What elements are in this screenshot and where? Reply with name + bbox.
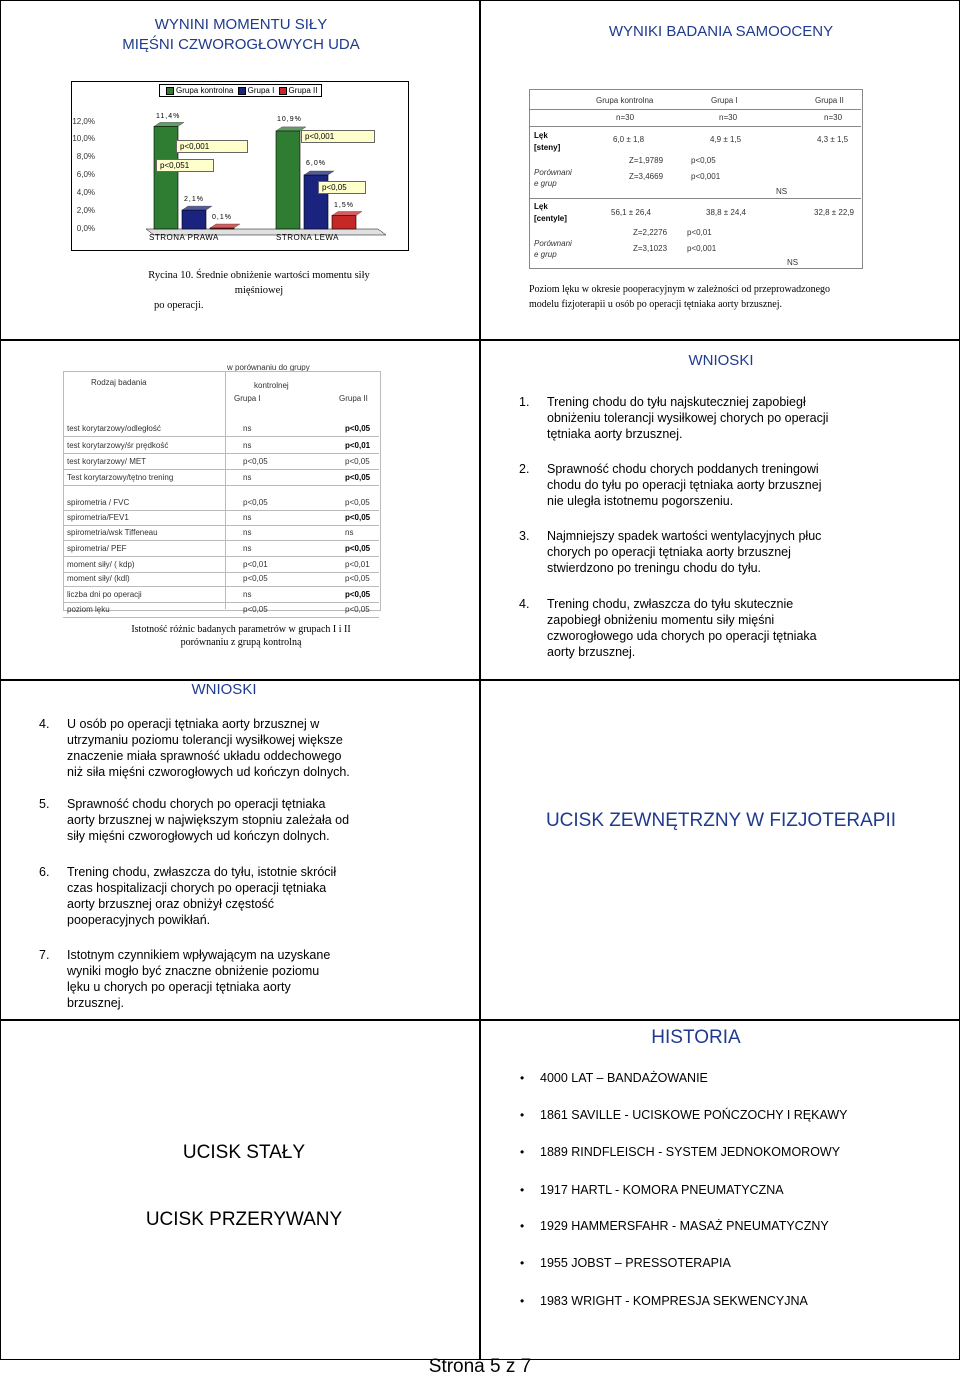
bar-label: 11,4% bbox=[156, 113, 181, 120]
col-header-group1: Grupa I bbox=[711, 96, 738, 105]
panel-compression-types bbox=[0, 1020, 480, 1360]
test-name-cell: test korytarzowy/ MET bbox=[67, 457, 147, 466]
row-label-line: Lęk bbox=[534, 202, 548, 211]
row-label-line: e grup bbox=[534, 250, 557, 259]
row-divider bbox=[63, 572, 379, 573]
page-footer: Strona 5 z 7 bbox=[428, 1356, 532, 1377]
table-caption-line2: modelu fizjoterapii u osób po operacji tętniaka aorty brzusznej. bbox=[529, 299, 782, 310]
table-mid-rule bbox=[529, 198, 861, 199]
annotation-pvalue: p<0,05 bbox=[318, 181, 366, 194]
conclusion-number: 3. bbox=[519, 529, 530, 543]
row-divider bbox=[63, 556, 379, 557]
conclusion-text bbox=[67, 947, 330, 1011]
conclusion-line: tętniaka aorty brzusznej. bbox=[547, 427, 683, 441]
group2-cell: p<0,05 bbox=[345, 424, 371, 433]
bar-label: 6,0% bbox=[306, 160, 326, 167]
conclusion-line: aorty brzusznej oraz obniżył częstość bbox=[67, 897, 275, 911]
group2-cell: p<0,01 bbox=[345, 560, 370, 569]
conclusion-number: 2. bbox=[519, 462, 530, 476]
bar bbox=[182, 210, 206, 229]
group2-cell: p<0,05 bbox=[345, 590, 371, 599]
figure-caption-line1: Rycina 10. Średnie obniżenie wartości momentu siły mięśniowej bbox=[148, 270, 370, 296]
legend-label-group2: Grupa II bbox=[288, 86, 318, 95]
legend-swatch-control bbox=[166, 87, 174, 95]
test-name-cell: spirometria/ PEF bbox=[67, 544, 127, 553]
conclusion-line: Trening chodu, zwłaszcza do tyłu skutecznie bbox=[547, 597, 794, 611]
value-cell: 6,0 ± 1,8 bbox=[613, 135, 645, 144]
conclusion-text bbox=[547, 596, 817, 660]
conclusion-line: Trening chodu do tyłu najskuteczniej zapobiegł bbox=[547, 395, 806, 409]
value-cell: 4,9 ± 1,5 bbox=[710, 135, 742, 144]
conclusion-line: znaczenie miała sprawność układu oddechowego bbox=[67, 749, 342, 763]
bullet-icon: • bbox=[520, 1183, 525, 1197]
test-name-cell: spirometria/FEV1 bbox=[67, 513, 129, 522]
conclusion-text bbox=[67, 796, 349, 844]
table-caption-line1: Poziom lęku w okresie pooperacyjnym w zależności od przeprowadzonego bbox=[529, 284, 831, 295]
stat-cell: p<0,001 bbox=[691, 172, 721, 181]
y-tick: 12,0% bbox=[72, 117, 95, 126]
conclusion-line: czworogłowego uda chorych po operacji tętniaka bbox=[547, 629, 817, 643]
history-text: 1955 JOBST – PRESSOTERAPIA bbox=[540, 1256, 731, 1270]
row-label-line: Porównani bbox=[534, 239, 572, 248]
group1-cell: ns bbox=[243, 590, 252, 599]
panel-conclusions-1 bbox=[480, 340, 960, 680]
stat-cell: Z=2,2276 bbox=[633, 228, 668, 237]
stat-cell: Z=1,9789 bbox=[629, 156, 664, 165]
row-divider bbox=[63, 469, 379, 470]
x-axis-label-left: STRONA LEWA bbox=[276, 233, 339, 242]
y-tick: 6,0% bbox=[76, 170, 95, 179]
conclusion-line: siły mięśni czworogłowych ud kończyn dolnych. bbox=[67, 829, 330, 843]
value-cell: 56,1 ± 26,4 bbox=[611, 208, 651, 217]
table-caption-line2: porównaniu z grupą kontrolną bbox=[180, 637, 302, 648]
bar-top bbox=[304, 171, 334, 175]
conclusion-line: Trening chodu, zwłaszcza do tyłu, istotnie skrócił bbox=[67, 865, 337, 879]
panel-title-line1: WYNINI MOMENTU SIŁY bbox=[154, 16, 328, 33]
header-compare-line1: w porównaniu do grupy bbox=[227, 363, 310, 372]
y-tick: 10,0% bbox=[72, 134, 95, 143]
history-text: 1929 HAMMERSFAHR - MASAŻ PNEUMATYCZNY bbox=[540, 1219, 829, 1233]
conclusion-line: Sprawność chodu chorych poddanych treningowi bbox=[547, 462, 819, 476]
conclusion-text bbox=[547, 461, 821, 509]
n-group2: n=30 bbox=[824, 113, 843, 122]
row-divider bbox=[63, 525, 379, 526]
conclusion-line: brzusznej. bbox=[67, 996, 124, 1010]
bullet-icon: • bbox=[520, 1256, 525, 1270]
row-label-line: Lęk bbox=[534, 131, 548, 140]
panel-title: HISTORIA bbox=[651, 1027, 741, 1048]
group2-cell: p<0,05 bbox=[345, 605, 370, 614]
bar bbox=[332, 216, 356, 230]
legend-swatch-group1 bbox=[238, 87, 246, 95]
table-n-rule bbox=[529, 126, 861, 127]
group1-cell: p<0,05 bbox=[243, 498, 268, 507]
value-cell: 4,3 ± 1,5 bbox=[817, 135, 849, 144]
conclusion-number: 5. bbox=[39, 797, 50, 811]
group1-cell: p<0,05 bbox=[243, 605, 268, 614]
panel-title: WNIOSKI bbox=[688, 352, 754, 369]
history-text: 1983 WRIGHT - KOMPRESJA SEKWENCYJNA bbox=[540, 1294, 808, 1308]
header-test-type: Rodzaj badania bbox=[91, 378, 147, 387]
test-name-cell: spirometria/wsk Tiffeneau bbox=[67, 528, 158, 537]
bar-top bbox=[332, 212, 362, 216]
y-tick: 8,0% bbox=[76, 152, 95, 161]
header-group1: Grupa I bbox=[234, 394, 261, 403]
history-text: 1889 RINDFLEISCH - SYSTEM JEDNOKOMOROWY bbox=[540, 1145, 841, 1159]
conclusion-text bbox=[67, 716, 350, 780]
panel-title: WNIOSKI bbox=[191, 681, 257, 698]
row-label-anxiety-centyle bbox=[534, 201, 567, 225]
bar bbox=[154, 126, 178, 229]
test-name-cell: moment siły/ (kdl) bbox=[67, 574, 130, 583]
group1-cell: p<0,01 bbox=[243, 560, 268, 569]
conclusion-line: chodu do tyłu po operacji tętniaka aorty brzusznej bbox=[547, 478, 822, 492]
bullet-icon: • bbox=[520, 1071, 525, 1085]
group2-cell: ns bbox=[345, 528, 354, 537]
bullet-icon: • bbox=[520, 1108, 525, 1122]
group1-cell: ns bbox=[243, 424, 252, 433]
group2-cell: p<0,05 bbox=[345, 457, 370, 466]
bar-label: 0,1% bbox=[212, 214, 232, 221]
panel-title-line2: MIĘŚNI CZWOROGŁOWYCH UDA bbox=[122, 36, 360, 53]
conclusion-number: 6. bbox=[39, 865, 50, 879]
header-group2: Grupa II bbox=[339, 394, 368, 403]
test-name-cell: test korytarzowy/odległość bbox=[67, 424, 161, 433]
section-title: UCISK ZEWNĘTRZNY W FIZJOTERAPII bbox=[545, 810, 897, 831]
compression-type-constant: UCISK STAŁY bbox=[182, 1142, 306, 1163]
table-header-rule bbox=[529, 109, 861, 110]
stat-cell: Z=3,1023 bbox=[633, 244, 668, 253]
conclusion-number: 4. bbox=[39, 717, 50, 731]
stat-cell: NS bbox=[776, 187, 788, 196]
bullet-icon: • bbox=[520, 1145, 525, 1159]
group2-cell: p<0,05 bbox=[345, 473, 371, 482]
bar-label: 2,1% bbox=[184, 196, 204, 203]
conclusion-line: obniżeniu tolerancji wysiłkowej chorych po operacji bbox=[547, 411, 829, 425]
history-text: 1861 SAVILLE - UCISKOWE POŃCZOCHY I RĘKAWY bbox=[540, 1108, 848, 1122]
group1-cell: ns bbox=[243, 513, 252, 522]
group2-cell: p<0,05 bbox=[345, 574, 370, 583]
table-caption bbox=[529, 282, 830, 312]
stat-cell: Z=3,4669 bbox=[629, 172, 664, 181]
group2-cell: p<0,05 bbox=[345, 513, 371, 522]
panel-external-compression bbox=[480, 680, 960, 1020]
conclusion-line: stwierdzono po treningu chodu do tyłu. bbox=[547, 561, 762, 575]
history-text: 4000 LAT – BANDAŻOWANIE bbox=[540, 1071, 708, 1085]
panel-self-assessment bbox=[480, 0, 960, 340]
row-divider bbox=[63, 485, 379, 486]
panel-significance-table bbox=[0, 340, 480, 680]
stat-cell: p<0,05 bbox=[691, 156, 716, 165]
group1-cell: p<0,05 bbox=[243, 574, 268, 583]
conclusion-line: U osób po operacji tętniaka aorty brzusznej w bbox=[67, 717, 320, 731]
y-tick: 0,0% bbox=[76, 224, 95, 233]
conclusion-text bbox=[67, 864, 336, 928]
row-label-line: e grup bbox=[534, 179, 557, 188]
chart-legend bbox=[159, 84, 322, 97]
group1-cell: ns bbox=[243, 441, 252, 450]
bar-top bbox=[154, 122, 184, 126]
legend-label-group1: Grupa I bbox=[247, 86, 275, 95]
bar-top bbox=[182, 206, 212, 210]
group2-cell: p<0,05 bbox=[345, 498, 370, 507]
y-tick: 2,0% bbox=[76, 206, 95, 215]
conclusion-number: 1. bbox=[519, 395, 530, 409]
group1-cell: ns bbox=[243, 473, 252, 482]
y-tick: 4,0% bbox=[76, 188, 95, 197]
bullet-icon: • bbox=[520, 1294, 525, 1308]
test-name-cell: test korytarzowy/śr prędkość bbox=[67, 441, 169, 450]
history-text: 1917 HARTL - KOMORA PNEUMATYCZNA bbox=[540, 1183, 784, 1197]
row-divider bbox=[63, 540, 379, 541]
conclusion-line: aorty brzusznej. bbox=[547, 645, 636, 659]
row-label-line: [centyle] bbox=[534, 214, 567, 223]
conclusion-line: chorych po operacji tętniaka aorty brzusznej bbox=[547, 545, 791, 559]
bar-top bbox=[210, 224, 240, 228]
conclusion-number: 4. bbox=[519, 597, 530, 611]
row-divider bbox=[63, 617, 379, 618]
legend-label-control: Grupa kontrolna bbox=[176, 86, 234, 95]
conclusion-line: Najmniejszy spadek wartości wentylacyjnych płuc bbox=[547, 529, 822, 543]
conclusion-line: utrzymaniu poziomu tolerancji wysiłkowej większe bbox=[67, 733, 343, 747]
figure-caption-line2: po operacji. bbox=[154, 300, 204, 311]
group2-cell: p<0,01 bbox=[345, 441, 371, 450]
header-compare-line2: kontrolnej bbox=[254, 381, 289, 390]
row-divider bbox=[63, 510, 379, 511]
panel-title: WYNIKI BADANIA SAMOOCENY bbox=[608, 23, 834, 40]
n-group1: n=30 bbox=[719, 113, 738, 122]
x-axis-label-right: STRONA PRAWA bbox=[149, 233, 219, 242]
panel-conclusions-2 bbox=[0, 680, 480, 1020]
conclusion-line: lęku u chorych po operacji tętniaka aorty bbox=[67, 980, 291, 994]
group2-cell: p<0,05 bbox=[345, 544, 371, 553]
test-name-cell: poziom lęku bbox=[67, 605, 110, 614]
table-caption-line1: Istotność różnic badanych parametrów w grupach I i II bbox=[131, 624, 351, 635]
conclusion-text bbox=[547, 394, 828, 442]
row-divider bbox=[63, 586, 379, 587]
conclusion-number: 7. bbox=[39, 948, 50, 962]
value-cell: 32,8 ± 22,9 bbox=[814, 208, 854, 217]
row-label-comparison bbox=[534, 238, 572, 260]
stat-cell: NS bbox=[787, 258, 799, 267]
conclusion-line: zapobiegł obniżeniu momentu siły mięśni bbox=[547, 613, 775, 627]
bar-label: 1,5% bbox=[334, 202, 354, 209]
legend-swatch-group2 bbox=[279, 87, 287, 95]
test-name-cell: liczba dni po operacji bbox=[67, 590, 142, 599]
conclusion-line: wyniki mogło być znaczne obniżenie poziomu bbox=[67, 964, 320, 978]
panel-muscle-strength-chart bbox=[0, 0, 480, 340]
stat-cell: p<0,001 bbox=[687, 244, 717, 253]
conclusion-line: nie uległa istotnemu pogorszeniu. bbox=[547, 494, 734, 508]
annotation-pvalue: p<0,001 bbox=[301, 130, 375, 143]
annotation-pvalue: p<0,001 bbox=[176, 140, 248, 153]
figure-caption bbox=[129, 268, 389, 313]
col-header-group2: Grupa II bbox=[815, 96, 844, 105]
bullet-icon: • bbox=[520, 1219, 525, 1233]
table-caption bbox=[91, 623, 391, 649]
row-label-comparison bbox=[534, 167, 572, 189]
stat-cell: p<0,01 bbox=[687, 228, 712, 237]
bar-label: 10,9% bbox=[277, 116, 302, 123]
group1-cell: p<0,05 bbox=[243, 457, 268, 466]
compression-type-intermittent: UCISK PRZERYWANY bbox=[145, 1209, 343, 1230]
table-col-divider bbox=[225, 371, 226, 609]
conclusion-line: niż siła mięśni czworogłowych ud kończyn dolnych. bbox=[67, 765, 350, 779]
row-label-line: Porównani bbox=[534, 168, 572, 177]
conclusion-text bbox=[547, 528, 821, 576]
test-name-cell: Test korytarzowy/tętno trening bbox=[67, 473, 174, 482]
col-header-control: Grupa kontrolna bbox=[596, 96, 654, 105]
row-label-anxiety-steny bbox=[534, 130, 560, 154]
row-divider bbox=[63, 436, 379, 437]
conclusion-line: Sprawność chodu chorych po operacji tętniaka bbox=[67, 797, 326, 811]
row-label-line: [steny] bbox=[534, 143, 561, 152]
conclusion-line: czas hospitalizacji chorych po operacji tętniaka bbox=[67, 881, 327, 895]
conclusion-line: Istotnym czynnikiem wpływającym na uzyskane bbox=[67, 948, 331, 962]
conclusion-line: aorty brzusznej w największym stopniu zależała od bbox=[67, 813, 350, 827]
group1-cell: ns bbox=[243, 528, 252, 537]
value-cell: 38,8 ± 24,4 bbox=[706, 208, 746, 217]
conclusion-line: pooperacyjnych powikłań. bbox=[67, 913, 211, 927]
annotation-pvalue: p<0,051 bbox=[156, 159, 214, 172]
row-divider bbox=[63, 602, 379, 603]
bar bbox=[276, 131, 300, 229]
panel-title bbox=[1, 15, 481, 55]
n-control: n=30 bbox=[616, 113, 635, 122]
test-name-cell: moment siły/ ( kdp) bbox=[67, 560, 135, 569]
group1-cell: ns bbox=[243, 544, 252, 553]
test-name-cell: spirometria / FVC bbox=[67, 498, 130, 507]
row-divider bbox=[63, 453, 379, 454]
